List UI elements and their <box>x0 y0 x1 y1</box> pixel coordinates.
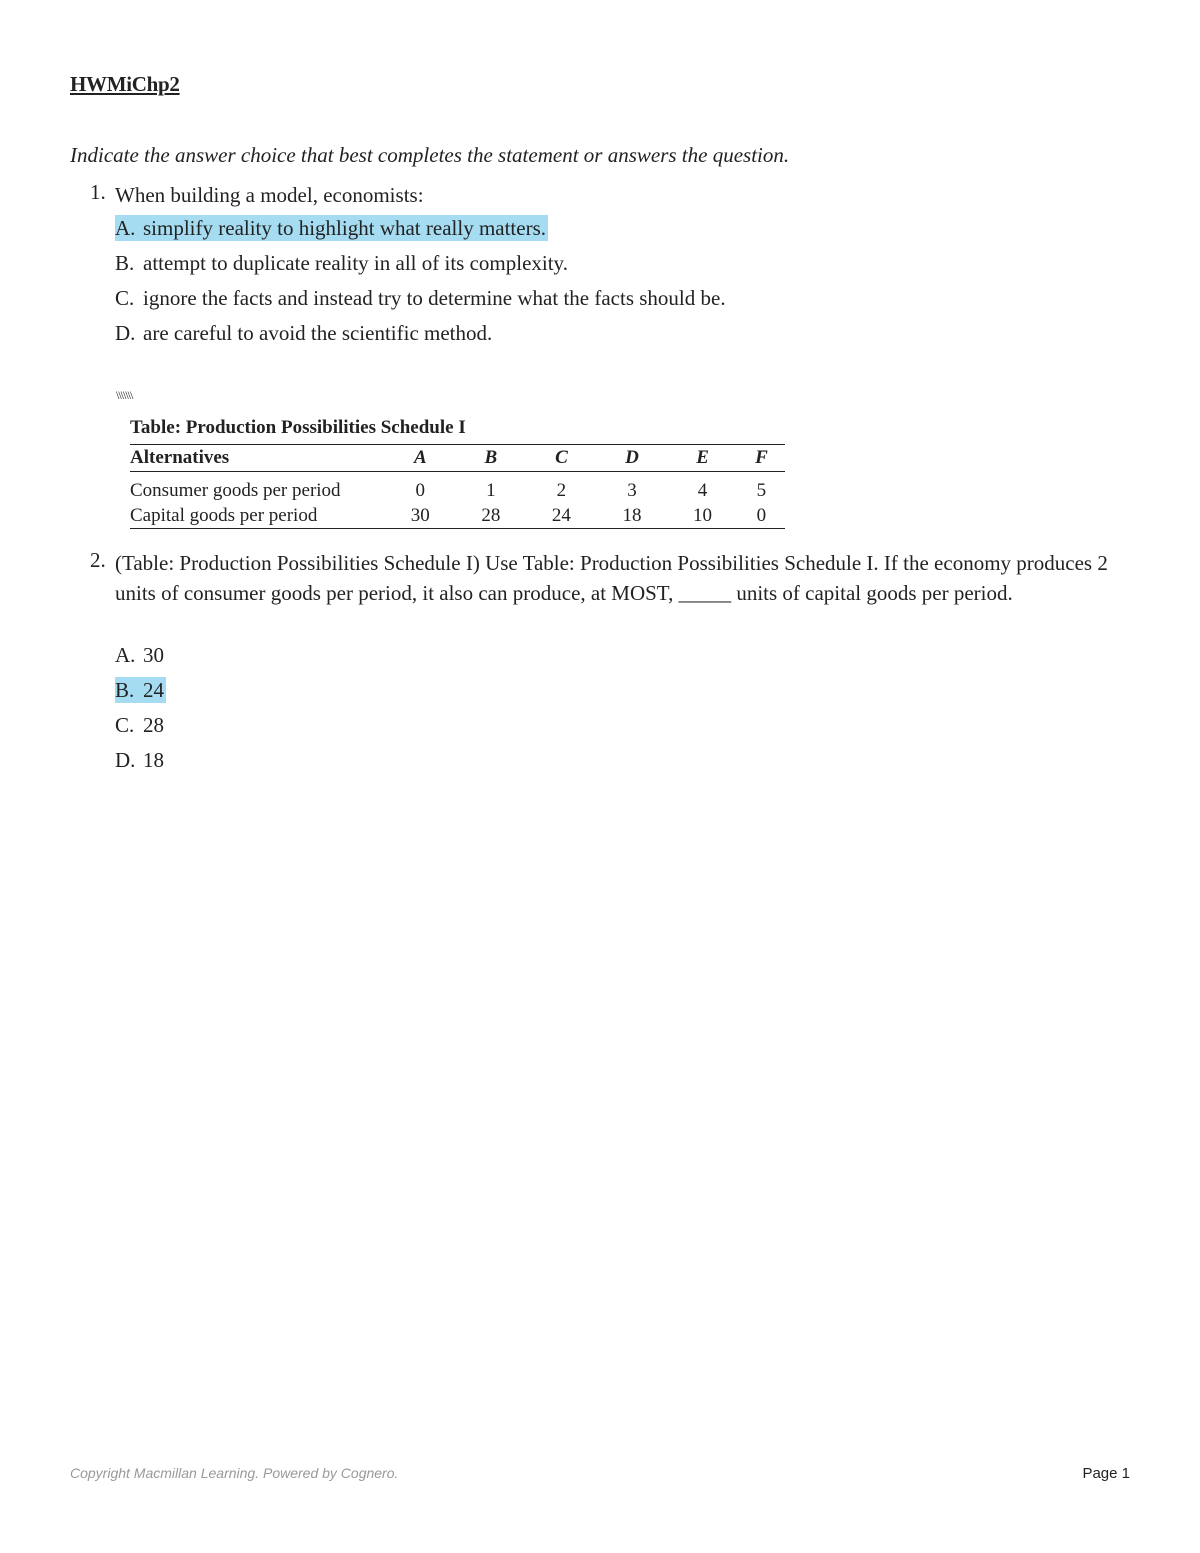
choice-letter: C. <box>115 713 135 737</box>
table-cell: 30 <box>410 504 430 526</box>
table-row <box>130 472 785 504</box>
table-cell: 4 <box>697 479 708 501</box>
table-cell: 1 <box>486 479 496 501</box>
choice-text: 24 <box>143 678 164 702</box>
table-grid <box>130 444 785 529</box>
choice-b[interactable] <box>115 250 568 276</box>
table-cell: 5 <box>756 479 767 501</box>
choice-letter: B. <box>115 251 135 275</box>
table-cell: 3 <box>627 479 637 501</box>
page-number: Page 1 <box>1082 1465 1130 1482</box>
choice-text: simplify reality to highlight what really matters. <box>143 216 546 240</box>
table-header-cell: F <box>755 447 768 468</box>
footer-copyright: Copyright Macmillan Learning. Powered by Cognero. <box>70 1465 399 1481</box>
choice-letter: A. <box>115 216 136 240</box>
question-number: 1. <box>90 180 106 204</box>
table-cell: Consumer goods per period <box>130 479 341 501</box>
choice-text: 18 <box>143 748 164 772</box>
choice-a[interactable] <box>115 215 548 241</box>
table-cell: 24 <box>551 504 571 526</box>
table-cell: 0 <box>756 504 767 526</box>
choice-letter: A. <box>115 643 136 667</box>
table-header-cell: C <box>555 447 568 468</box>
choice-text: ignore the facts and instead try to determine what the facts should be. <box>143 286 726 310</box>
choice-letter: C. <box>115 286 135 310</box>
choice-letter: B. <box>115 678 135 702</box>
table-cell: 0 <box>415 479 426 501</box>
table-header-cell: D <box>625 447 639 468</box>
page-title: HWMiChp2 <box>70 72 180 96</box>
table-header-cell: A <box>413 447 427 468</box>
question-text: When building a model, economists: <box>115 183 424 207</box>
choice-letter: D. <box>115 748 136 772</box>
choice-text: attempt to duplicate reality in all of its complexity. <box>143 251 568 275</box>
instructions: Indicate the answer choice that best completes the statement or answers the question. <box>70 143 790 167</box>
table-header-row <box>130 445 785 472</box>
table-title: Table: Production Possibilities Schedule I <box>130 417 466 438</box>
table-cell: Capital goods per period <box>130 504 318 526</box>
table-cell: 28 <box>481 504 501 526</box>
table-cell: 10 <box>693 504 713 526</box>
table-cell: 2 <box>556 479 567 501</box>
choice-b[interactable] <box>115 677 166 703</box>
choice-letter: D. <box>115 321 136 345</box>
question-number: 2. <box>90 548 106 572</box>
figure-mark: \\\\\\\ <box>116 388 133 402</box>
choice-d[interactable] <box>115 747 164 773</box>
choice-c[interactable] <box>115 285 726 311</box>
table-header-cell: B <box>484 447 498 468</box>
choice-c[interactable] <box>115 712 164 738</box>
choice-text: 28 <box>143 713 164 737</box>
table-row <box>130 503 785 529</box>
choice-d[interactable] <box>115 320 492 346</box>
choice-text: are careful to avoid the scientific method. <box>143 321 493 345</box>
choice-a[interactable] <box>115 642 164 668</box>
question-text: (Table: Production Possibilities Schedule I) Use Table: Production Possibilities Schedule I. If the economy produces 2 units of consumer goods per period, it also can produce, at MOST, _____ units of capital goods per period. <box>115 551 1108 605</box>
production-table <box>130 416 785 529</box>
table-cell: 18 <box>622 504 642 526</box>
table-header-cell: Alternatives <box>130 447 230 468</box>
choice-text: 30 <box>143 643 164 667</box>
table-header-cell: E <box>696 447 709 468</box>
